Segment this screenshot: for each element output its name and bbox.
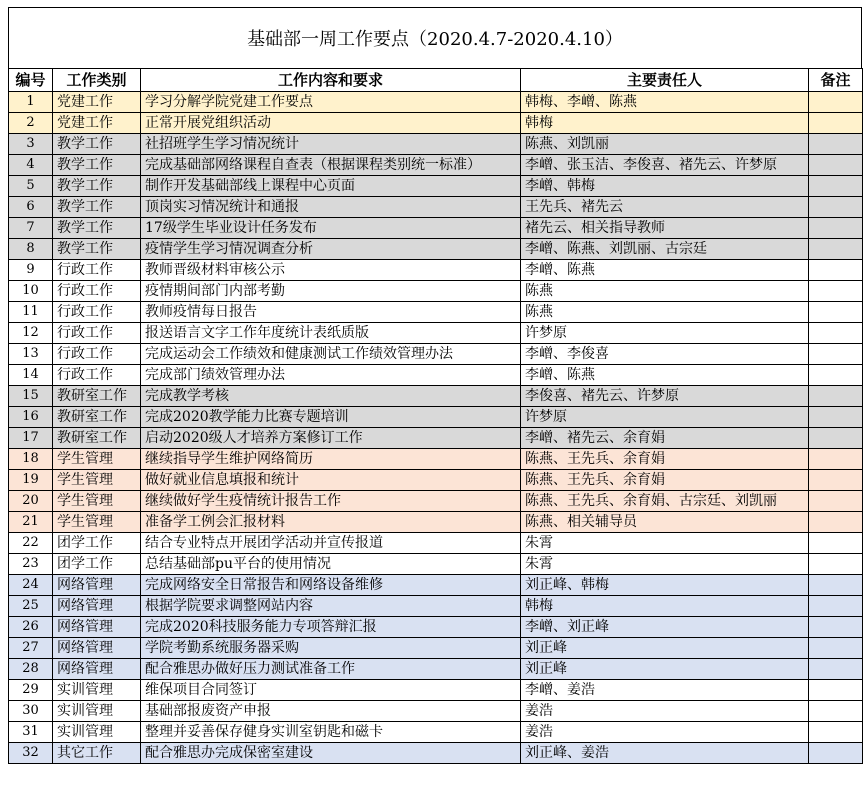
- cell-owner[interactable]: 韩梅: [521, 596, 809, 617]
- work-table: [8, 68, 863, 764]
- table-row: [9, 512, 863, 533]
- cell-owner[interactable]: 姜浩: [521, 701, 809, 722]
- cell-owner[interactable]: 陈燕、相关辅导员: [521, 512, 809, 533]
- cell-owner[interactable]: 李嶒、刘正峰: [521, 617, 809, 638]
- cell-content[interactable]: 基础部报废资产申报: [141, 701, 521, 722]
- cell-content[interactable]: 完成2020教学能力比赛专题培训: [141, 407, 521, 428]
- cell-num[interactable]: 4: [9, 155, 53, 176]
- cell-num[interactable]: 22: [9, 533, 53, 554]
- table-row: [9, 134, 863, 155]
- cell-remark[interactable]: [809, 659, 863, 680]
- table-row: [9, 407, 863, 428]
- header-num[interactable]: 编号: [9, 69, 53, 92]
- cell-category[interactable]: 实训管理: [53, 680, 141, 701]
- table-row: [9, 596, 863, 617]
- cell-owner[interactable]: 姜浩: [521, 722, 809, 743]
- cell-category[interactable]: 网络管理: [53, 596, 141, 617]
- sheet-title: 基础部一周工作要点（2020.4.7-2020.4.10）: [8, 7, 862, 68]
- table-row: [9, 659, 863, 680]
- cell-category[interactable]: 党建工作: [53, 113, 141, 134]
- cell-content[interactable]: 维保项目合同签订: [141, 680, 521, 701]
- cell-content[interactable]: 完成教学考核: [141, 386, 521, 407]
- cell-num[interactable]: 10: [9, 281, 53, 302]
- cell-num[interactable]: 26: [9, 617, 53, 638]
- cell-category[interactable]: 实训管理: [53, 722, 141, 743]
- table-row: [9, 155, 863, 176]
- cell-category[interactable]: 团学工作: [53, 554, 141, 575]
- header-remark[interactable]: 备注: [809, 69, 863, 92]
- cell-content[interactable]: 疫情期间部门内部考勤: [141, 281, 521, 302]
- cell-owner[interactable]: 陈燕、王先兵、余育娟: [521, 449, 809, 470]
- cell-num[interactable]: 28: [9, 659, 53, 680]
- cell-owner[interactable]: 刘正峰、姜浩: [521, 743, 809, 764]
- cell-remark[interactable]: [809, 260, 863, 281]
- table-row: [9, 323, 863, 344]
- cell-content[interactable]: 做好就业信息填报和统计: [141, 470, 521, 491]
- table-row: [9, 491, 863, 512]
- cell-content[interactable]: 继续指导学生维护网络简历: [141, 449, 521, 470]
- cell-owner[interactable]: 李嶒、李俊喜: [521, 344, 809, 365]
- table-row: [9, 239, 863, 260]
- cell-owner[interactable]: 许梦原: [521, 323, 809, 344]
- cell-owner[interactable]: 陈燕、王先兵、余育娟: [521, 470, 809, 491]
- table-row: [9, 449, 863, 470]
- table-row: [9, 176, 863, 197]
- cell-owner[interactable]: 李嶒、陈燕: [521, 260, 809, 281]
- cell-num[interactable]: 6: [9, 197, 53, 218]
- cell-remark[interactable]: [809, 155, 863, 176]
- header-owner[interactable]: 主要责任人: [521, 69, 809, 92]
- cell-content[interactable]: 教师疫情每日报告: [141, 302, 521, 323]
- table-row: [9, 470, 863, 491]
- cell-content[interactable]: 学习分解学院党建工作要点: [141, 92, 521, 113]
- table-row: [9, 113, 863, 134]
- cell-category[interactable]: 教学工作: [53, 197, 141, 218]
- cell-content[interactable]: 准备学工例会汇报材料: [141, 512, 521, 533]
- cell-remark[interactable]: [809, 596, 863, 617]
- header-content[interactable]: 工作内容和要求: [141, 69, 521, 92]
- cell-content[interactable]: 报送语言文字工作年度统计表纸质版: [141, 323, 521, 344]
- cell-remark[interactable]: [809, 680, 863, 701]
- cell-num[interactable]: 13: [9, 344, 53, 365]
- cell-category[interactable]: 教学工作: [53, 155, 141, 176]
- cell-remark[interactable]: [809, 701, 863, 722]
- table-row: [9, 92, 863, 113]
- cell-owner[interactable]: 王先兵、褚先云: [521, 197, 809, 218]
- table-row: [9, 743, 863, 764]
- cell-num[interactable]: 30: [9, 701, 53, 722]
- cell-owner[interactable]: 韩梅、李嶒、陈燕: [521, 92, 809, 113]
- cell-owner[interactable]: 韩梅: [521, 113, 809, 134]
- cell-num[interactable]: 17: [9, 428, 53, 449]
- table-row: [9, 680, 863, 701]
- cell-num[interactable]: 8: [9, 239, 53, 260]
- header-category[interactable]: 工作类别: [53, 69, 141, 92]
- table-row: [9, 197, 863, 218]
- cell-content[interactable]: 总结基础部pu平台的使用情况: [141, 554, 521, 575]
- table-row: [9, 638, 863, 659]
- cell-num[interactable]: 16: [9, 407, 53, 428]
- cell-remark[interactable]: [809, 722, 863, 743]
- cell-remark[interactable]: [809, 575, 863, 596]
- table-row: [9, 533, 863, 554]
- cell-content[interactable]: 社招班学生学习情况统计: [141, 134, 521, 155]
- cell-content[interactable]: 结合专业特点开展团学活动并宣传报道: [141, 533, 521, 554]
- cell-owner[interactable]: 李嶒、姜浩: [521, 680, 809, 701]
- cell-category[interactable]: 网络管理: [53, 638, 141, 659]
- cell-category[interactable]: 其它工作: [53, 743, 141, 764]
- cell-num[interactable]: 32: [9, 743, 53, 764]
- cell-category[interactable]: 行政工作: [53, 260, 141, 281]
- table-row: [9, 260, 863, 281]
- cell-owner[interactable]: 许梦原: [521, 407, 809, 428]
- header-row: [9, 69, 863, 92]
- cell-category[interactable]: 行政工作: [53, 281, 141, 302]
- table-row: [9, 344, 863, 365]
- cell-remark[interactable]: [809, 638, 863, 659]
- table-row: [9, 722, 863, 743]
- cell-remark[interactable]: [809, 617, 863, 638]
- cell-category[interactable]: 网络管理: [53, 617, 141, 638]
- cell-remark[interactable]: [809, 197, 863, 218]
- cell-num[interactable]: 23: [9, 554, 53, 575]
- cell-content[interactable]: 根据学院要求调整网站内容: [141, 596, 521, 617]
- cell-category[interactable]: 教研室工作: [53, 428, 141, 449]
- cell-owner[interactable]: 李嶒、陈燕、刘凯丽、古宗廷: [521, 239, 809, 260]
- cell-category[interactable]: 教学工作: [53, 218, 141, 239]
- cell-category[interactable]: 教学工作: [53, 239, 141, 260]
- cell-category[interactable]: 实训管理: [53, 701, 141, 722]
- cell-num[interactable]: 1: [9, 92, 53, 113]
- cell-category[interactable]: 行政工作: [53, 323, 141, 344]
- cell-content[interactable]: 17级学生毕业设计任务发布: [141, 218, 521, 239]
- cell-category[interactable]: 学生管理: [53, 512, 141, 533]
- cell-content[interactable]: 整理并妥善保存健身实训室钥匙和磁卡: [141, 722, 521, 743]
- cell-owner[interactable]: 朱霄: [521, 533, 809, 554]
- table-row: [9, 386, 863, 407]
- cell-content[interactable]: 完成部门绩效管理办法: [141, 365, 521, 386]
- cell-category[interactable]: 网络管理: [53, 575, 141, 596]
- cell-content[interactable]: 完成基础部网络课程自查表（根据课程类别统一标准）: [141, 155, 521, 176]
- cell-content[interactable]: 正常开展党组织活动: [141, 113, 521, 134]
- cell-remark[interactable]: [809, 113, 863, 134]
- cell-remark[interactable]: [809, 554, 863, 575]
- cell-num[interactable]: 14: [9, 365, 53, 386]
- table-row: [9, 701, 863, 722]
- cell-category[interactable]: 教研室工作: [53, 386, 141, 407]
- cell-content[interactable]: 教师晋级材料审核公示: [141, 260, 521, 281]
- cell-remark[interactable]: [809, 302, 863, 323]
- cell-owner[interactable]: 刘正峰、韩梅: [521, 575, 809, 596]
- cell-owner[interactable]: 李嶒、张玉洁、李俊喜、褚先云、许梦原: [521, 155, 809, 176]
- cell-owner[interactable]: 李嶒、褚先云、余育娟: [521, 428, 809, 449]
- cell-remark[interactable]: [809, 281, 863, 302]
- cell-num[interactable]: 12: [9, 323, 53, 344]
- cell-num[interactable]: 24: [9, 575, 53, 596]
- cell-num[interactable]: 21: [9, 512, 53, 533]
- cell-owner[interactable]: 褚先云、相关指导教师: [521, 218, 809, 239]
- cell-owner[interactable]: 陈燕: [521, 281, 809, 302]
- cell-owner[interactable]: 陈燕、刘凯丽: [521, 134, 809, 155]
- cell-remark[interactable]: [809, 491, 863, 512]
- cell-remark[interactable]: [809, 743, 863, 764]
- table-row: [9, 554, 863, 575]
- cell-owner[interactable]: 朱霄: [521, 554, 809, 575]
- cell-remark[interactable]: [809, 428, 863, 449]
- cell-remark[interactable]: [809, 407, 863, 428]
- table-row: [9, 365, 863, 386]
- cell-num[interactable]: 18: [9, 449, 53, 470]
- table-row: [9, 302, 863, 323]
- cell-content[interactable]: 顶岗实习情况统计和通报: [141, 197, 521, 218]
- table-row: [9, 428, 863, 449]
- cell-content[interactable]: 疫情学生学习情况调查分析: [141, 239, 521, 260]
- cell-num[interactable]: 19: [9, 470, 53, 491]
- table-row: [9, 281, 863, 302]
- cell-remark[interactable]: [809, 470, 863, 491]
- cell-num[interactable]: 20: [9, 491, 53, 512]
- cell-content[interactable]: 学院考勤系统服务器采购: [141, 638, 521, 659]
- cell-category[interactable]: 行政工作: [53, 344, 141, 365]
- cell-category[interactable]: 教研室工作: [53, 407, 141, 428]
- cell-category[interactable]: 教学工作: [53, 134, 141, 155]
- cell-num[interactable]: 3: [9, 134, 53, 155]
- cell-category[interactable]: 学生管理: [53, 491, 141, 512]
- cell-num[interactable]: 31: [9, 722, 53, 743]
- cell-num[interactable]: 7: [9, 218, 53, 239]
- cell-remark[interactable]: [809, 92, 863, 113]
- cell-owner[interactable]: 刘正峰: [521, 638, 809, 659]
- cell-remark[interactable]: [809, 134, 863, 155]
- cell-remark[interactable]: [809, 533, 863, 554]
- cell-remark[interactable]: [809, 386, 863, 407]
- cell-content[interactable]: 启动2020级人才培养方案修订工作: [141, 428, 521, 449]
- cell-content[interactable]: 配合雅思办完成保密室建设: [141, 743, 521, 764]
- table-row: [9, 617, 863, 638]
- cell-category[interactable]: 团学工作: [53, 533, 141, 554]
- cell-remark[interactable]: [809, 239, 863, 260]
- cell-owner[interactable]: 李嶒、韩梅: [521, 176, 809, 197]
- cell-owner[interactable]: 李嶒、陈燕: [521, 365, 809, 386]
- table-row: [9, 218, 863, 239]
- cell-category[interactable]: 教学工作: [53, 176, 141, 197]
- cell-num[interactable]: 29: [9, 680, 53, 701]
- spreadsheet: [8, 7, 862, 764]
- cell-category[interactable]: 学生管理: [53, 470, 141, 491]
- cell-num[interactable]: 5: [9, 176, 53, 197]
- cell-category[interactable]: 行政工作: [53, 365, 141, 386]
- cell-content[interactable]: 完成运动会工作绩效和健康测试工作绩效管理办法: [141, 344, 521, 365]
- cell-remark[interactable]: [809, 218, 863, 239]
- table-row: [9, 575, 863, 596]
- cell-owner[interactable]: 刘正峰: [521, 659, 809, 680]
- cell-owner[interactable]: 李俊喜、褚先云、许梦原: [521, 386, 809, 407]
- cell-category[interactable]: 行政工作: [53, 302, 141, 323]
- cell-remark[interactable]: [809, 176, 863, 197]
- cell-remark[interactable]: [809, 365, 863, 386]
- cell-category[interactable]: 学生管理: [53, 449, 141, 470]
- cell-remark[interactable]: [809, 323, 863, 344]
- cell-remark[interactable]: [809, 449, 863, 470]
- cell-content[interactable]: 配合雅思办做好压力测试准备工作: [141, 659, 521, 680]
- cell-num[interactable]: 11: [9, 302, 53, 323]
- cell-content[interactable]: 完成2020科技服务能力专项答辩汇报: [141, 617, 521, 638]
- cell-category[interactable]: 网络管理: [53, 659, 141, 680]
- cell-content[interactable]: 继续做好学生疫情统计报告工作: [141, 491, 521, 512]
- cell-owner[interactable]: 陈燕: [521, 302, 809, 323]
- cell-remark[interactable]: [809, 512, 863, 533]
- cell-num[interactable]: 9: [9, 260, 53, 281]
- cell-owner[interactable]: 陈燕、王先兵、余育娟、古宗廷、刘凯丽: [521, 491, 809, 512]
- cell-num[interactable]: 15: [9, 386, 53, 407]
- cell-content[interactable]: 制作开发基础部线上课程中心页面: [141, 176, 521, 197]
- cell-category[interactable]: 党建工作: [53, 92, 141, 113]
- cell-num[interactable]: 25: [9, 596, 53, 617]
- cell-num[interactable]: 27: [9, 638, 53, 659]
- cell-content[interactable]: 完成网络安全日常报告和网络设备维修: [141, 575, 521, 596]
- cell-remark[interactable]: [809, 344, 863, 365]
- cell-num[interactable]: 2: [9, 113, 53, 134]
